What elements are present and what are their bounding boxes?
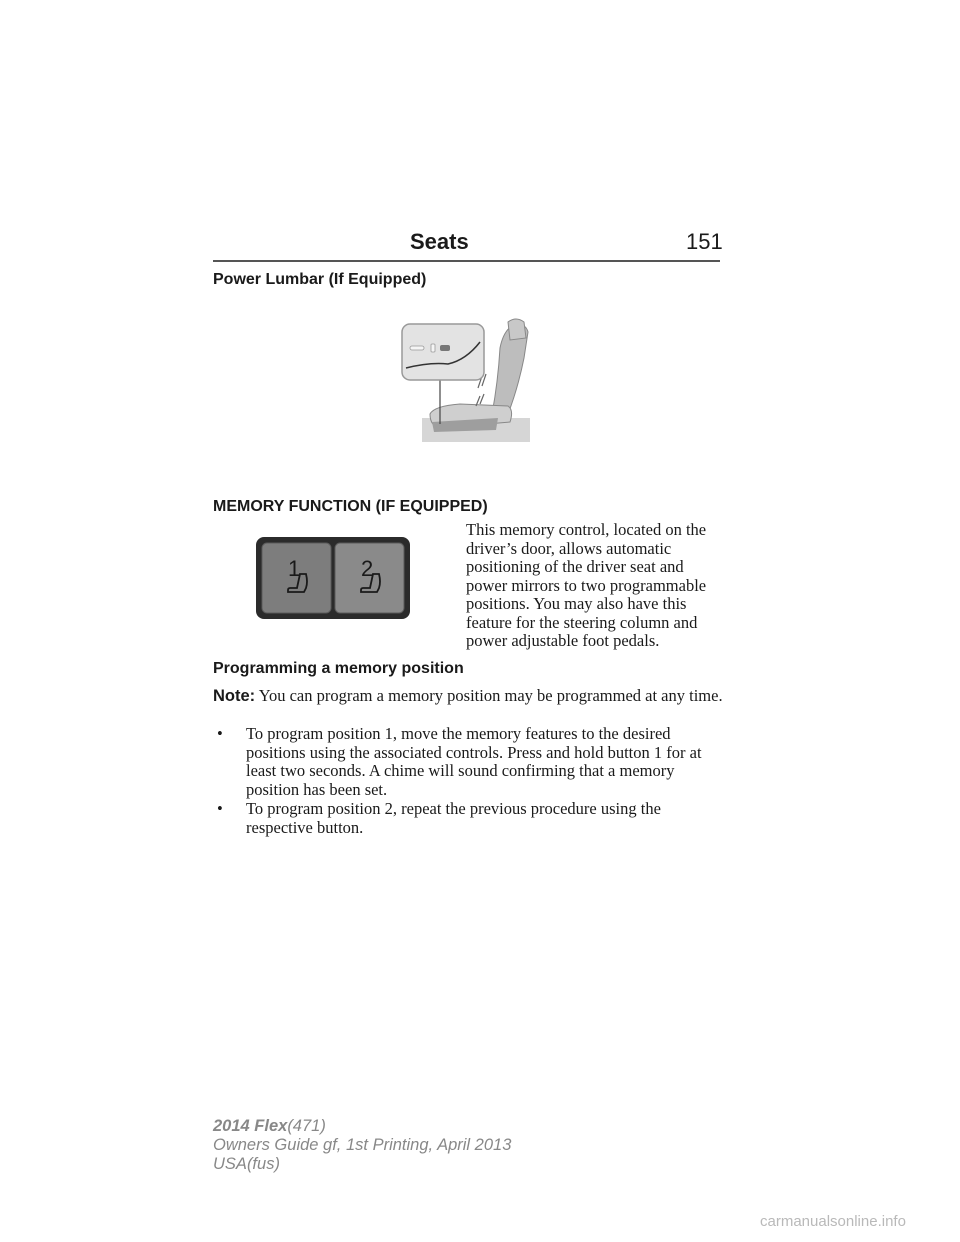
bullet-marker: •	[217, 799, 223, 818]
memory-description-line: driver’s door, allows automatic	[466, 538, 672, 558]
memory-description-line: positioning of the driver seat and	[466, 557, 684, 576]
memory-description-line: feature for the steering column and	[466, 612, 698, 632]
note-paragraph	[213, 687, 723, 706]
seat-icon	[359, 572, 385, 598]
memory-buttons-illustration	[256, 537, 410, 619]
print-footer	[213, 1117, 511, 1174]
header-divider	[213, 260, 720, 262]
memory-heading: MEMORY FUNCTION (IF EQUIPPED)	[213, 498, 488, 515]
list-item-text: To program position 2, repeat the previous procedure using the respective button.	[246, 799, 661, 837]
memory-description-line: power adjustable foot pedals.	[466, 631, 660, 650]
footer-model: 2014 Flex	[213, 1117, 288, 1135]
memory-description-line: positions. You may also have this	[466, 594, 687, 613]
seat-icon	[286, 572, 312, 598]
memory-button-1-label: 1	[288, 556, 301, 581]
list-item	[213, 725, 723, 799]
lumbar-heading: Power Lumbar (If Equipped)	[213, 271, 427, 288]
list-item-text: To program position 1, move the memory features to the desired positions using the associated controls. Press and hold button 1 for at least two seconds. A chime will sound confirming that a memory position has been set.	[246, 724, 702, 799]
page-number: 151	[686, 229, 723, 254]
memory-description-line: This memory control, located on the	[466, 520, 707, 539]
memory-description-line: power mirrors to two programmable	[466, 575, 707, 595]
bullet-marker: •	[217, 724, 223, 743]
list-item	[213, 800, 723, 837]
footer-line-1	[213, 1117, 511, 1136]
watermark: carmanualsonline.info	[760, 1213, 906, 1230]
footer-line-2: Owners Guide gf, 1st Printing, April 2013	[213, 1136, 512, 1154]
page-title: Seats	[410, 229, 469, 254]
footer-region-code: (fus)	[246, 1155, 280, 1173]
footer-region: USA	[213, 1155, 247, 1173]
seat-lumbar-illustration	[400, 318, 532, 444]
footer-line-3	[213, 1155, 511, 1174]
memory-button-2-label: 2	[361, 556, 374, 581]
note-text: You can program a memory position may be programmed at any time.	[258, 686, 723, 705]
footer-code: (471)	[287, 1117, 326, 1135]
programming-heading: Programming a memory position	[213, 660, 464, 677]
note-label: Note:	[213, 687, 256, 705]
memory-description	[466, 521, 728, 651]
